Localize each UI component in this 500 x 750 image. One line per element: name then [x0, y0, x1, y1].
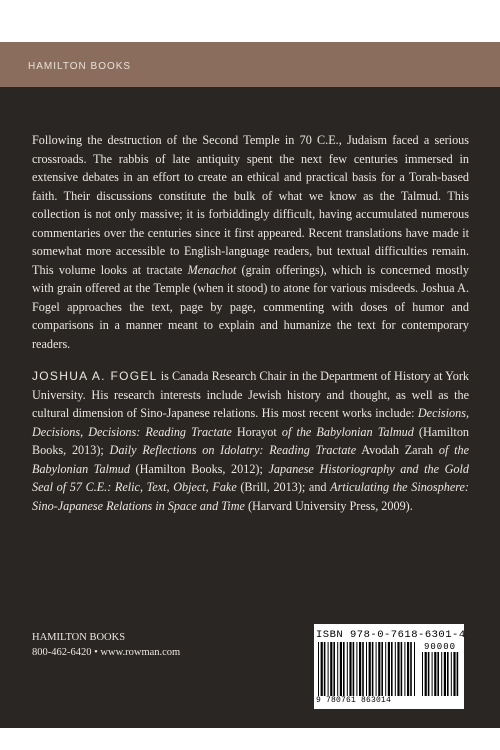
- bio-text-4: (Brill, 2013); and: [236, 480, 331, 494]
- band-publisher-label: HAMILTON BOOKS: [28, 61, 132, 72]
- barcode-icon: [318, 642, 418, 696]
- barcode-addon-digits: 90000: [424, 642, 457, 652]
- work-2-title-c: of the Babylonian Talmud: [32, 443, 469, 476]
- publisher-contact: 800-462-6420 • www.rowman.com: [32, 647, 181, 658]
- barcode-digits: 9 780761 863014: [316, 696, 392, 705]
- bio-text-3: (Hamilton Books, 2012);: [129, 461, 269, 476]
- work-2-tractate: Avodah Zarah: [356, 443, 439, 457]
- description-text-2: (grain offerings), which is concerned mostly with grain offered at the Temple (when it stood) to atone for various misdeeds. Joshua A. Fogel approaches the text, page by page, commenting with doses of humor and comparisons in a manner meant to explain and humanize the text for contemporary readers.: [32, 262, 469, 351]
- tractate-title: Menachot: [187, 262, 237, 277]
- isbn-label: ISBN 978-0-7618-6301-4: [316, 629, 466, 641]
- description-text-1: Following the destruction of the Second Temple in 70 C.E., Judaism faced a serious crossroads. The rabbis of late antiquity spent the next few centuries immersed in extensive debates in an effort to create an ethical and practical basis for a Torah-based faith. Their discussions constitute the bulk of what we know as the Talmud. This collection is not only massive; it is forbiddingly difficult, having accumulated numerous commentaries over the centuries since it first appeared. Recent translations have made it somewhat more accessible to English-language readers, but textual difficulties remain. This volume looks at tractate: [32, 133, 469, 277]
- work-1-tractate: Horayot: [231, 424, 282, 439]
- work-1-title-c: of the Babylonian Talmud: [281, 424, 414, 439]
- cover-copy: [32, 131, 469, 515]
- barcode-addon-icon: [422, 652, 462, 696]
- publisher-block: [32, 630, 180, 660]
- bio-text-2: (Hamilton Books, 2013);: [32, 424, 470, 457]
- work-3-title: Japanese Historiography and the Gold Seal of 57 C.E.: Relic, Text, Object, Fake: [32, 461, 469, 494]
- author-bio: [32, 367, 469, 515]
- publisher-name: HAMILTON BOOKS: [32, 632, 126, 643]
- bio-text-5: (Harvard University Press, 2009).: [244, 498, 413, 513]
- work-2-title-a: Daily Reflections on Idolatry: Reading Tractate: [109, 443, 357, 457]
- work-1-title-a: Decisions, Decisions, Decisions: Reading Tractate: [32, 406, 469, 439]
- description-paragraph: [32, 131, 469, 353]
- author-name: JOSHUA A. FOGEL: [32, 369, 158, 383]
- bio-text-1: is Canada Research Chair in the Department of History at York University. His research interests include Jewish history and thought, as well as the cultural dimension of Sino-Japanese relations. His most recent works include:: [32, 369, 469, 420]
- work-4-title: Articulating the Sinosphere: Sino-Japanese Relations in Space and Time: [32, 480, 469, 513]
